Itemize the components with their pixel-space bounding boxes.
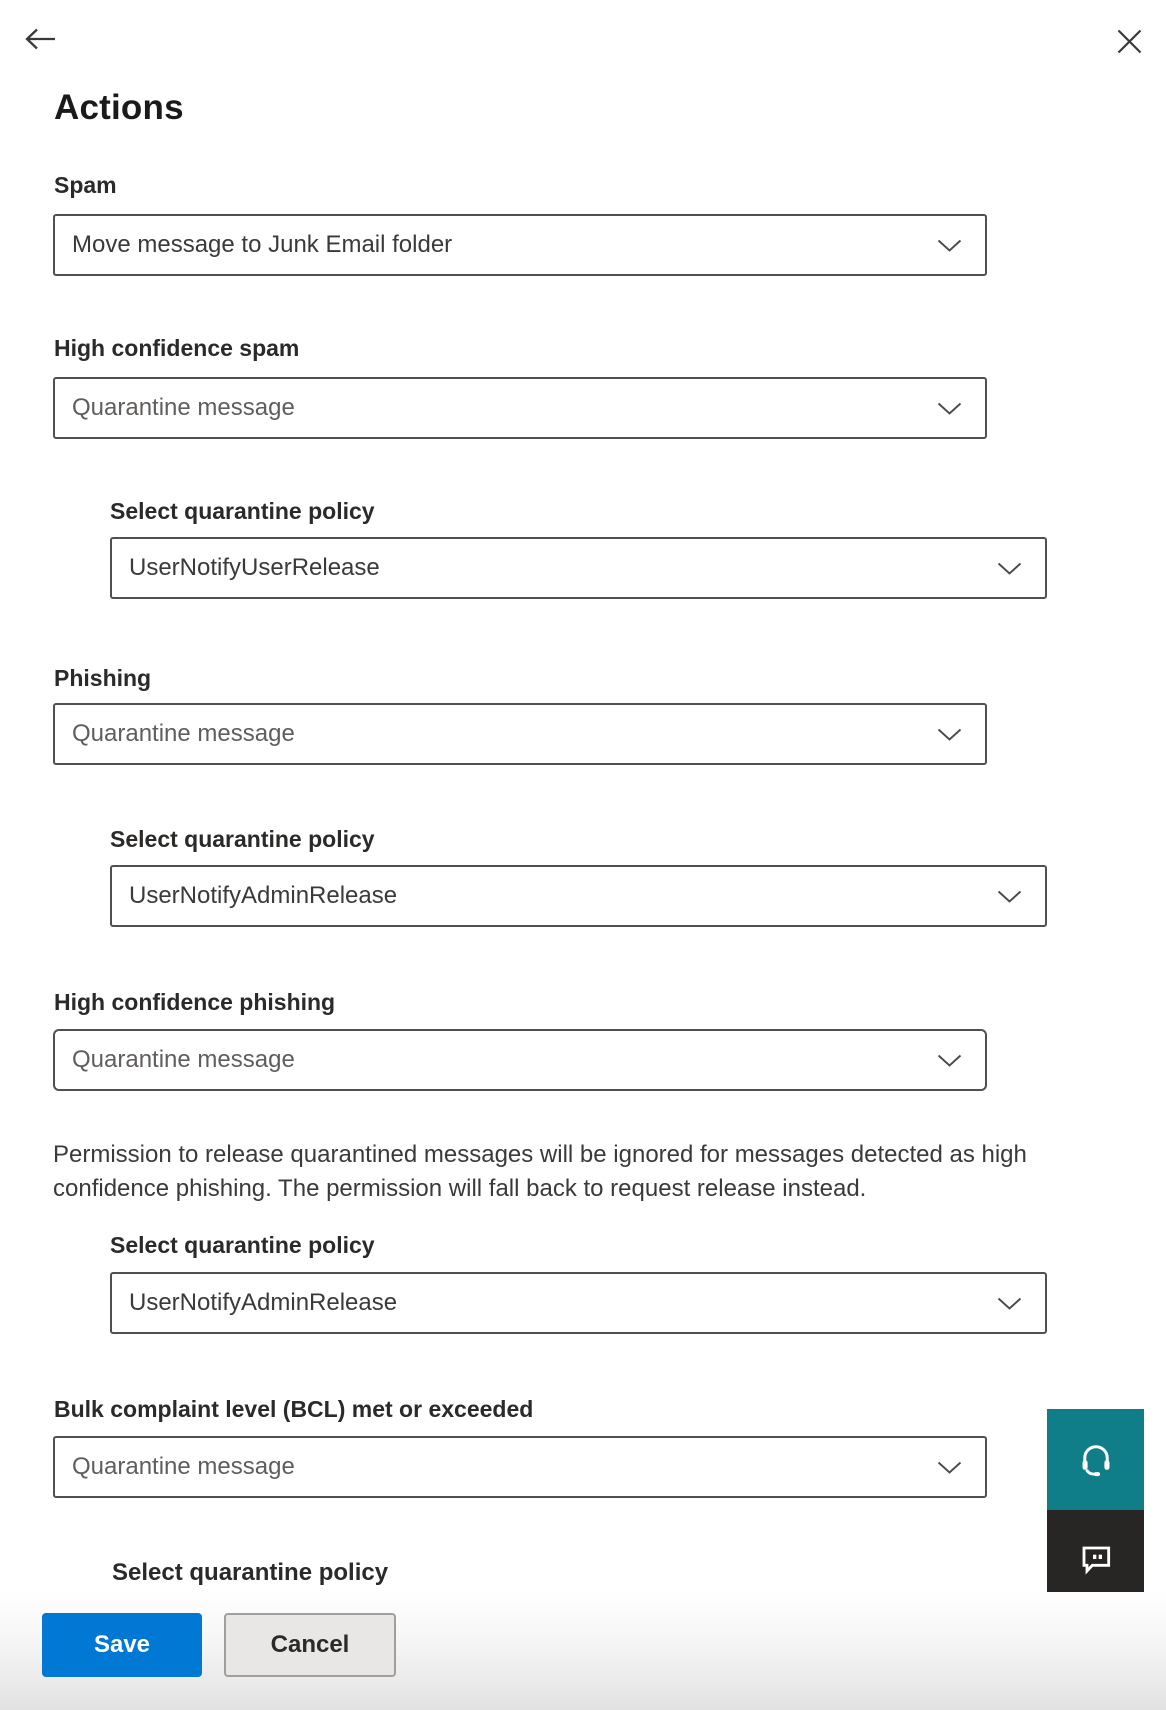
- chevron-down-icon: [936, 1460, 963, 1475]
- phishing-action-value: Quarantine message: [72, 720, 295, 747]
- phishing-quarantine-policy-dropdown[interactable]: [110, 865, 1047, 927]
- hcp-quarantine-policy-label: Select quarantine policy: [110, 1232, 375, 1258]
- spam-label: Spam: [54, 172, 117, 198]
- close-icon: [1116, 28, 1143, 55]
- chevron-down-icon: [936, 727, 963, 742]
- back-button[interactable]: [22, 23, 58, 55]
- hcp-permission-note: Permission to release quarantined messages will be ignored for messages detected as high confidence phishing. The permission will fall back to request release instead.: [53, 1141, 1027, 1202]
- phishing-action-dropdown[interactable]: [53, 703, 987, 765]
- spam-action-value: Move message to Junk Email folder: [72, 231, 453, 258]
- chevron-down-icon: [936, 401, 963, 416]
- high-confidence-spam-dropdown[interactable]: [53, 377, 987, 439]
- help-button[interactable]: [1047, 1409, 1144, 1510]
- headset-icon: [1075, 1439, 1117, 1481]
- chevron-down-icon: [996, 889, 1023, 904]
- page-title: Actions: [54, 88, 184, 127]
- bulk-complaint-action-dropdown[interactable]: [53, 1436, 987, 1498]
- bulk-quarantine-policy-label: Select quarantine policy: [112, 1559, 389, 1586]
- phishing-label: Phishing: [54, 665, 152, 691]
- chevron-down-icon: [996, 1296, 1023, 1311]
- phishing-quarantine-policy-value: UserNotifyAdminRelease: [129, 882, 398, 909]
- cancel-button[interactable]: Cancel: [224, 1613, 396, 1677]
- bulk-complaint-label: Bulk complaint level (BCL) met or exceeded: [54, 1396, 534, 1422]
- high-confidence-phishing-dropdown[interactable]: [53, 1029, 987, 1091]
- high-confidence-phishing-value: Quarantine message: [72, 1046, 295, 1073]
- hcs-quarantine-policy-label: Select quarantine policy: [110, 498, 375, 524]
- bulk-complaint-action-value: Quarantine message: [72, 1453, 295, 1480]
- spam-action-dropdown[interactable]: [53, 214, 987, 276]
- phishing-quarantine-policy-label: Select quarantine policy: [110, 826, 375, 852]
- high-confidence-spam-value: Quarantine message: [72, 394, 295, 421]
- hcp-quarantine-policy-dropdown[interactable]: [110, 1272, 1047, 1334]
- hcs-quarantine-policy-value: UserNotifyUserRelease: [129, 554, 380, 581]
- save-button[interactable]: Save: [42, 1613, 202, 1677]
- chevron-down-icon: [936, 238, 963, 253]
- hcs-quarantine-policy-dropdown[interactable]: [110, 537, 1047, 599]
- arrow-left-icon: [22, 25, 58, 53]
- footer-bar: [0, 1592, 1166, 1710]
- close-button[interactable]: [1114, 26, 1144, 56]
- chevron-down-icon: [996, 561, 1023, 576]
- high-confidence-phishing-label: High confidence phishing: [54, 989, 336, 1015]
- hcp-quarantine-policy-value: UserNotifyAdminRelease: [129, 1289, 398, 1316]
- chevron-down-icon: [936, 1053, 963, 1068]
- feedback-speech-bubble-icon: [1076, 1538, 1116, 1578]
- high-confidence-spam-label: High confidence spam: [54, 335, 300, 361]
